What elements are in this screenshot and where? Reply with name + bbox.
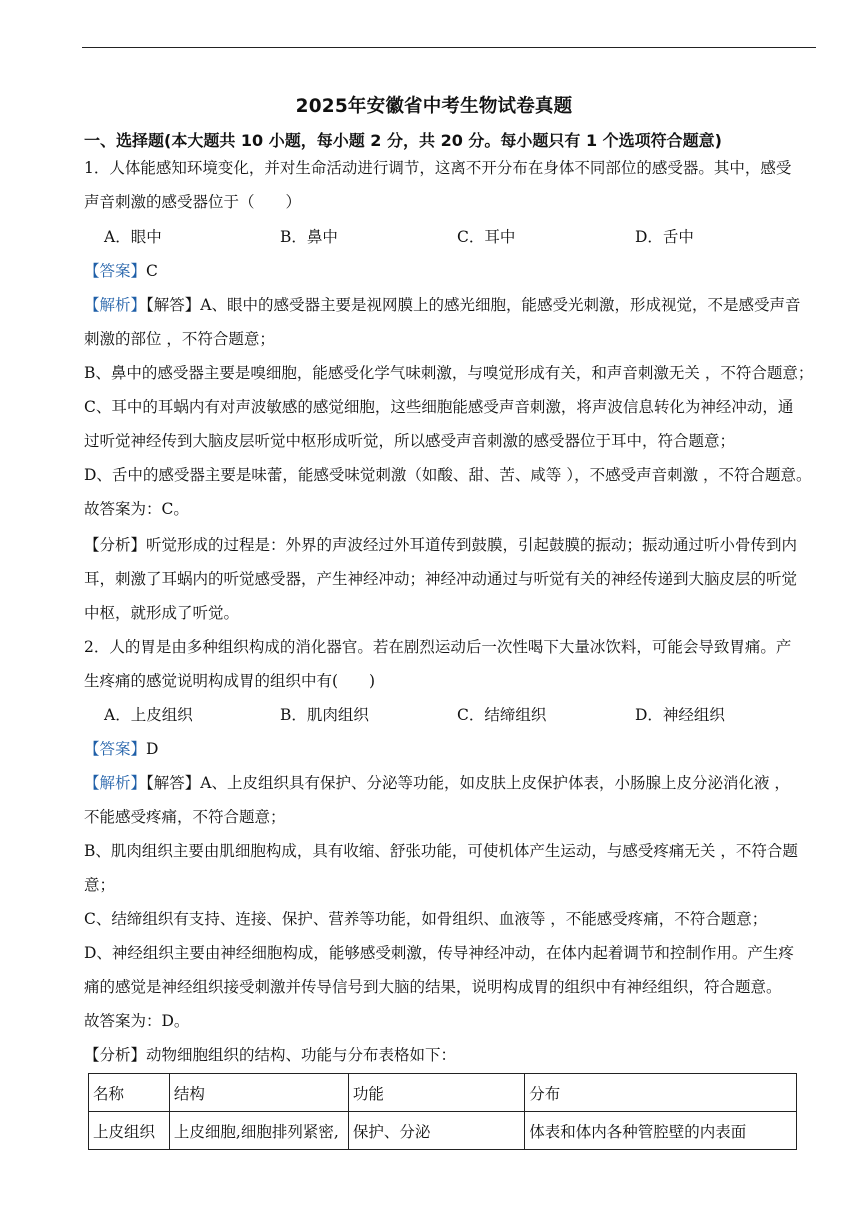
q2-analysis-line-8: 故答案为：D。	[84, 1012, 190, 1030]
analysis-tag: 【解析】	[84, 296, 147, 314]
q1-analysis-line-3: B、鼻中的感受器主要是嗅细胞，能感受化学气味刺激，与嗅觉形成有关，和声音刺激无关 ，不符合题意；	[84, 364, 814, 382]
section-heading: 一、选择题(本大题共 10 小题，每小题 2 分，共 20 分。每小题只有 1 个选项符合题意)	[84, 131, 722, 150]
q1-analysis-line-2: 刺激的部位 ，不符合题意；	[84, 330, 275, 348]
q2-stem-line-1: 2．人的胃是由多种组织构成的消化器官。若在剧烈运动后一次性喝下大量冰饮料，可能会导致胃痛。产	[84, 638, 792, 656]
q1-fenxi-line-3: 中枢，就形成了听觉。	[84, 604, 240, 622]
q1-analysis-line-1	[84, 295, 800, 315]
q1-option-a: A．眼中	[104, 228, 162, 246]
table-cell: 上皮细胞,细胞排列紧密,	[169, 1112, 348, 1150]
q2-option-c: C．结缔组织	[457, 706, 547, 724]
q1-option-c: C．耳中	[457, 228, 516, 246]
table-cell: 体表和体内各种管腔壁的内表面	[525, 1112, 797, 1150]
q2-analysis-line-6: D、神经组织主要由神经细胞构成，能够感受刺激，传导神经冲动，在体内起着调节和控制作用。产生疼	[84, 944, 794, 962]
page-title: 2025年安徽省中考生物试卷真题	[295, 96, 573, 117]
q1-stem-line-1: 1．人体能感知环境变化，并对生命活动进行调节，这离不开分布在身体不同部位的感受器。其中，感受	[84, 159, 792, 177]
table-cell: 上皮组织	[89, 1112, 170, 1150]
answer-tag: 【答案】	[84, 262, 147, 280]
table-header-cell: 分布	[525, 1074, 797, 1112]
q1-analysis-line-5: 过听觉神经传到大脑皮层听觉中枢形成听觉，所以感受声音刺激的感受器位于耳中，符合题意；	[84, 432, 736, 450]
answer-value: D	[146, 740, 159, 758]
table-header-row	[89, 1074, 797, 1112]
q2-option-a: A．上皮组织	[104, 706, 193, 724]
q2-option-b: B．肌肉组织	[280, 706, 369, 724]
q1-fenxi-line-1: 【分析】听觉形成的过程是：外界的声波经过外耳道传到鼓膜，引起鼓膜的振动；振动通过听小骨传到内	[84, 536, 798, 554]
q2-analysis-line-5: C、结缔组织有支持、连接、保护、营养等功能，如骨组织、血液等 ，不能感受疼痛，不符合题意；	[84, 910, 768, 928]
table-row	[89, 1112, 797, 1150]
table-cell: 保护、分泌	[348, 1112, 524, 1150]
header-rule	[82, 47, 816, 48]
table-header-cell: 功能	[348, 1074, 524, 1112]
analysis-text: 【解答】A、眼中的感受器主要是视网膜上的感光细胞，能感受光刺激，形成视觉，不是感受声音	[146, 296, 801, 314]
table-header-cell: 结构	[169, 1074, 348, 1112]
q2-stem-line-2: 生疼痛的感觉说明构成胃的组织中有( )	[84, 672, 376, 690]
q2-analysis-line-1	[84, 773, 790, 793]
answer-tag: 【答案】	[84, 740, 147, 758]
q1-fenxi-line-2: 耳，刺激了耳蜗内的听觉感受器，产生神经冲动；神经冲动通过与听觉有关的神经传递到大脑皮层的听觉	[84, 570, 798, 588]
q2-analysis-line-3: B、肌肉组织主要由肌细胞构成，具有收缩、舒张功能，可使机体产生运动，与感受疼痛无关 ，不符合题	[84, 842, 798, 860]
q2-answer	[84, 739, 158, 759]
table-header-cell: 名称	[89, 1074, 170, 1112]
q2-fenxi-line: 【分析】动物细胞组织的结构、功能与分布表格如下：	[84, 1046, 457, 1064]
answer-value: C	[146, 262, 158, 280]
analysis-text: 【解答】A、上皮组织具有保护、分泌等功能，如皮肤上皮保护体表，小肠腺上皮分泌消化液 ，	[146, 774, 790, 792]
tissue-table	[88, 1073, 797, 1150]
q2-analysis-line-2: 不能感受疼痛，不符合题意；	[84, 808, 286, 826]
q1-analysis-line-7: 故答案为：C。	[84, 500, 189, 518]
q2-option-d: D．神经组织	[635, 706, 725, 724]
q1-answer	[84, 261, 158, 281]
q1-stem-line-2: 声音刺激的感受器位于（ ）	[84, 193, 302, 211]
q1-option-d: D．舌中	[635, 228, 694, 246]
q2-analysis-line-4: 意；	[84, 876, 116, 894]
q1-analysis-line-6: D、舌中的感受器主要是味蕾，能感受味觉刺激（如酸、甜、苦、咸等 ），不感受声音刺激 ，不符合题意。	[84, 466, 812, 484]
q2-analysis-line-7: 痛的感觉是神经组织接受刺激并传导信号到大脑的结果，说明构成胃的组织中有神经组织，符合题意。	[84, 978, 782, 996]
analysis-tag: 【解析】	[84, 774, 147, 792]
q1-option-b: B．鼻中	[280, 228, 338, 246]
q1-analysis-line-4: C、耳中的耳蜗内有对声波敏感的感觉细胞，这些细胞能感受声音刺激，将声波信息转化为神经冲动，通	[84, 398, 794, 416]
